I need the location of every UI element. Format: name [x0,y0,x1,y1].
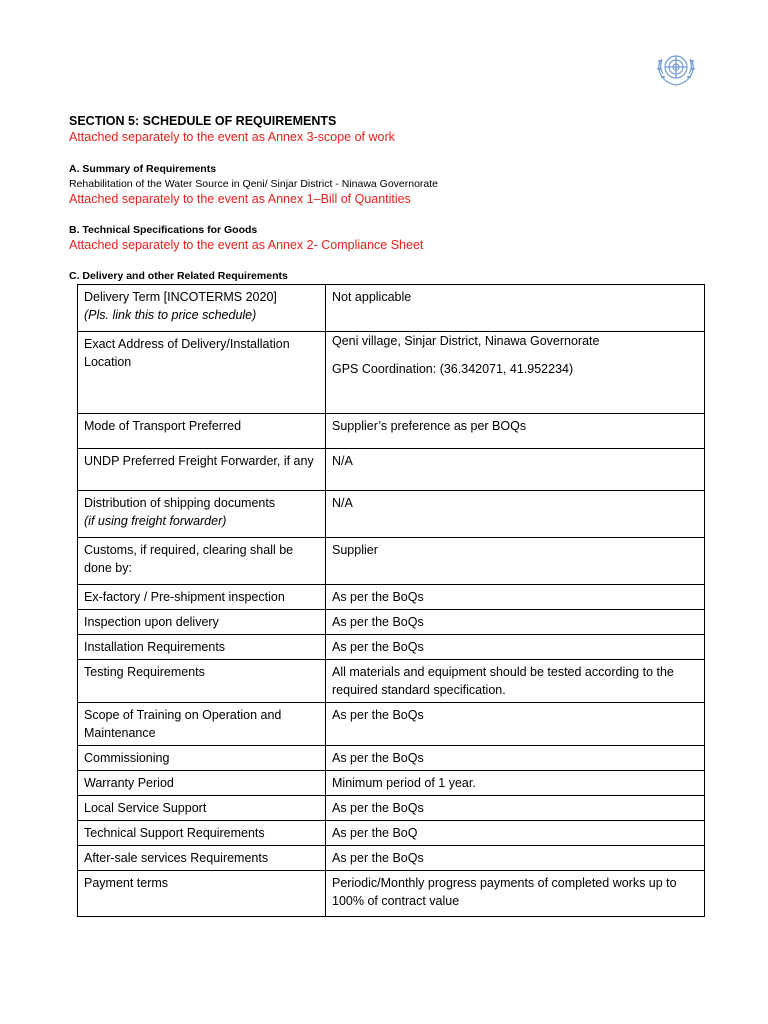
table-row [78,538,705,585]
table-row [78,871,705,917]
row-value: N/A [326,449,705,491]
row-label: Installation Requirements [78,635,326,660]
row-label: Payment terms [78,871,326,917]
row-value: Supplier [326,538,705,585]
table-row [78,285,705,332]
row-label: Mode of Transport Preferred [78,414,326,449]
table-row [78,821,705,846]
row-label: After-sale services Requirements [78,846,326,871]
row-value: As per the BoQs [326,635,705,660]
row-label: Testing Requirements [78,660,326,703]
table-row [78,414,705,449]
table-row [78,585,705,610]
row-value: As per the BoQs [326,703,705,746]
row-value: As per the BoQs [326,846,705,871]
table-row [78,491,705,538]
row-label: Ex-factory / Pre-shipment inspection [78,585,326,610]
row-value: N/A [326,491,705,538]
row-value: Not applicable [326,285,705,332]
row-sublabel: (Pls. link this to price schedule) [84,308,257,322]
row-value: As per the BoQs [326,585,705,610]
row-label: Customs, if required, clearing shall be done by: [78,538,326,585]
requirements-table [77,284,705,917]
table-row [78,332,705,414]
section-note: Attached separately to the event as Annex 3-scope of work [69,130,395,144]
row-value: As per the BoQs [326,746,705,771]
row-label: Warranty Period [78,771,326,796]
row-value: Qeni village, Sinjar District, Ninawa Governorate GPS Coordination: (36.342071, 41.952234) [326,332,705,414]
table-row [78,449,705,491]
row-value: As per the BoQs [326,796,705,821]
part-a-note: Attached separately to the event as Annex 1–Bill of Quantities [69,192,411,206]
row-label: Commissioning [78,746,326,771]
table-row [78,703,705,746]
row-label: UNDP Preferred Freight Forwarder, if any [78,449,326,491]
part-b-heading: B. Technical Specifications for Goods [69,224,258,236]
table-row [78,660,705,703]
row-value: All materials and equipment should be tested according to the required standard specification. [326,660,705,703]
row-label: Exact Address of Delivery/Installation Location [78,332,326,414]
table-row [78,610,705,635]
table-row [78,746,705,771]
row-label: Inspection upon delivery [78,610,326,635]
section-title: SECTION 5: SCHEDULE OF REQUIREMENTS [69,114,337,128]
part-b-note: Attached separately to the event as Annex 2- Compliance Sheet [69,238,424,252]
row-sublabel: (if using freight forwarder) [84,514,227,528]
table-row [78,796,705,821]
table-row [78,846,705,871]
row-label: Scope of Training on Operation and Maintenance [78,703,326,746]
table-row [78,635,705,660]
part-a-heading: A. Summary of Requirements [69,163,217,175]
un-emblem-icon [654,47,698,87]
row-label: Distribution of shipping documents (if using freight forwarder) [78,491,326,538]
row-label: Technical Support Requirements [78,821,326,846]
row-value: Periodic/Monthly progress payments of completed works up to 100% of contract value [326,871,705,917]
row-value: Minimum period of 1 year. [326,771,705,796]
row-value: As per the BoQs [326,610,705,635]
row-label: Delivery Term [INCOTERMS 2020] (Pls. link this to price schedule) [78,285,326,332]
row-label: Local Service Support [78,796,326,821]
row-value: Supplier’s preference as per BOQs [326,414,705,449]
part-c-heading: C. Delivery and other Related Requirements [69,270,288,282]
table-row [78,771,705,796]
part-a-text: Rehabilitation of the Water Source in Qeni/ Sinjar District - Ninawa Governorate [69,178,439,190]
row-value: As per the BoQ [326,821,705,846]
